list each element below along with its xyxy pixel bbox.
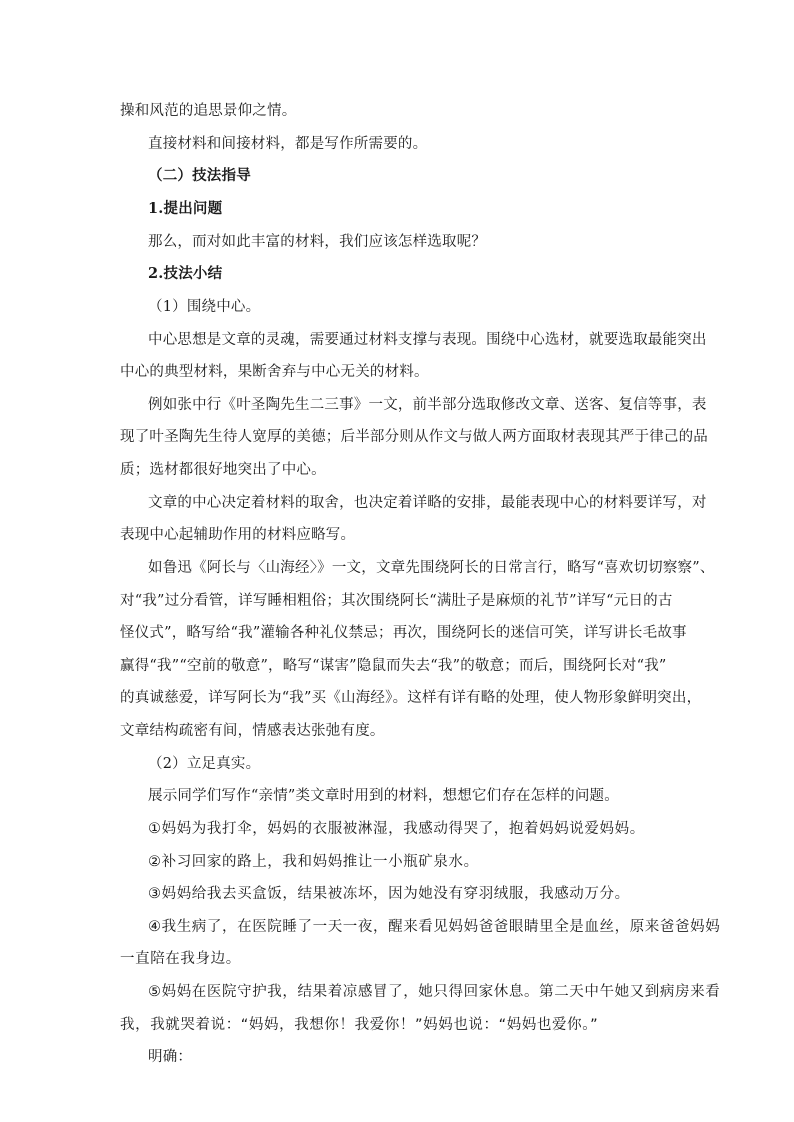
paragraph-line: 文章的中心决定着材料的取舍，也决定着详略的安排，最能表现中心的材料要详写，对 [148,495,707,511]
paragraph-line: 中心思想是文章的灵魂，需要通过材料支撑与表现。围绕中心选材，就要选取最能突出 [148,332,707,348]
paragraph-line: 对“我”过分看管，详写睡相粗俗；其次围绕阿长“满肚子是麻烦的礼节”详写“元日的古 [120,593,673,609]
paragraph-line: 的真诚慈爱，详写阿长为“我”买《山海经》。这样有详有略的处理，使人物形象鲜明突出， [120,690,702,706]
paragraph-line: 如鲁迅《阿长与〈山海经〉》一文，文章先围绕阿长的日常言行，略写“喜欢切切察察”、 [148,560,715,576]
point-heading: （2）立足真实。 [148,756,261,772]
paragraph-line: 明确： [148,1049,193,1065]
paragraph-line: 直接材料和间接材料，都是写作所需要的。 [148,136,428,152]
paragraph-line: 例如张中行《叶圣陶先生二三事》一文，前半部分选取修改文章、送客、复信等事，表 [148,397,707,413]
paragraph-line: 现了叶圣陶先生待人宽厚的美德；后半部分则从作文与做人两方面取材表现其严于律己的品 [120,429,708,445]
paragraph-line: 展示同学们写作“亲情”类文章时用到的材料，想想它们存在怎样的问题。 [148,788,619,804]
material-item: ④我生病了，在医院睡了一天一夜，醒来看见妈妈爸爸眼睛里全是血丝，原来爸爸妈妈 [148,919,721,935]
section-heading: （二）技法指导 [148,167,251,184]
paragraph-line: 文章结构疏密有间，情感表达张弛有度。 [120,723,385,739]
material-item: ⑤妈妈在医院守护我，结果着凉感冒了，她只得回家休息。第二天中午她又到病房来看 [148,984,721,1000]
paragraph-line: 中心的典型材料，果断舍弃与中心无关的材料。 [120,364,429,380]
material-item: ③妈妈给我去买盒饭，结果被冻坏，因为她没有穿羽绒服，我感动万分。 [148,886,630,902]
paragraph-line: 表现中心起辅助作用的材料应略写。 [120,527,356,543]
material-item: ②补习回家的路上，我和妈妈推让一小瓶矿泉水。 [148,854,479,870]
paragraph-line: 操和风范的追思景仰之情。 [120,103,297,119]
paragraph-line: 那么，而对如此丰富的材料，我们应该怎样选取呢？ [148,234,487,250]
subsection-heading: 1.提出问题 [148,200,223,217]
point-heading: （1）围绕中心。 [148,299,261,315]
paragraph-line: 质；选材都很好地突出了中心。 [120,462,326,478]
paragraph-line: 赢得“我”“空前的敬意”，略写“谋害”隐鼠而失去“我”的敬意；而后，围绕阿长对“我” [120,658,667,674]
subsection-heading: 2.技法小结 [148,265,223,282]
material-item: ①妈妈为我打伞，妈妈的衣服被淋湿，我感动得哭了，抱着妈妈说爱妈妈。 [148,821,645,837]
material-item: 一直陪在我身边。 [120,951,241,967]
paragraph-line: 怪仪式”，略写给“我”灌输各种礼仪禁忌；再次，围绕阿长的迷信可笑，详写讲长毛故事 [120,625,687,641]
material-item: 我，我就哭着说：“妈妈，我想你！我爱你！”妈妈也说：“妈妈也爱你。” [120,1017,599,1033]
